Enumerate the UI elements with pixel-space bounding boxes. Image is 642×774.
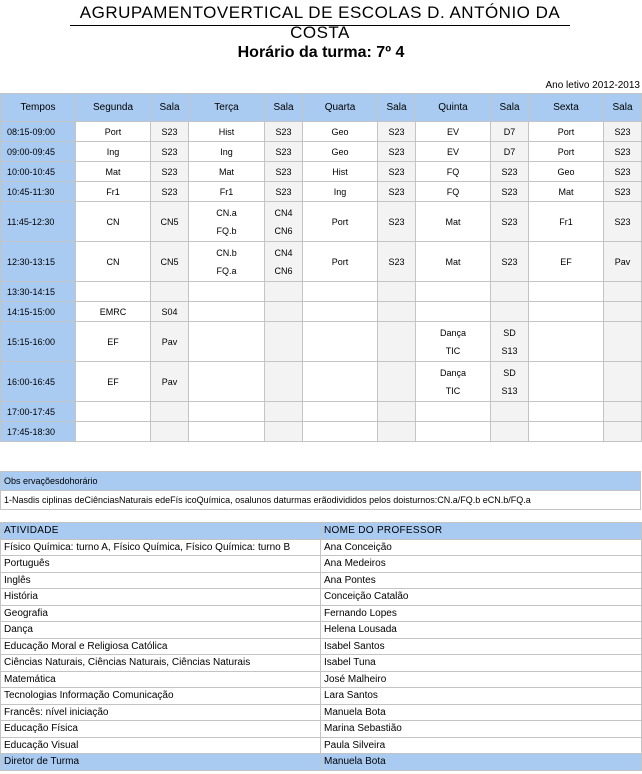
subject-cell [76,282,151,302]
teacher-row [1,589,642,606]
subject-cell [303,402,378,422]
subject-cell [529,142,604,162]
room-cell [604,322,642,362]
subject-cell [303,282,378,302]
room-label: S23 [161,166,178,177]
subject-cell [529,182,604,202]
subject-label: Geo [331,126,349,137]
subject-cell [303,322,378,362]
schedule-row [1,122,642,142]
room-cell [378,122,416,142]
room-cell [151,162,189,182]
subject-label: Ing [220,146,233,157]
schedule-row [1,362,642,402]
subject-cell [76,182,151,202]
teacher-header: NOME DO PROFESSOR [321,523,642,540]
schedule-header-cell: Quinta [416,94,491,122]
activity-cell: Inglês [1,572,321,589]
subject-cell [303,142,378,162]
activity-cell: Matemática [1,671,321,688]
teacher-row [1,655,642,672]
teacher-row [1,622,642,639]
activity-cell: Físico Química: turno A, Físico Química, Físico Química: turno B [1,539,321,556]
subject-label: Port [331,216,349,227]
subject-cell [76,242,151,282]
subject-cell [189,142,265,162]
teacher-name-cell: Marina Sebastião [321,721,642,738]
subject-cell [529,362,604,402]
time-slot: 09:00-09:45 [1,142,76,162]
subject-label: TIC [445,385,461,396]
room-label: S23 [275,166,292,177]
observations-text: 1-Nasdis ciplinas deCiênciasNaturais edeFís icoQuímica, osalunos daturmas erãodivididos pelos doisturnos:CN.a/FQ.b eCN.b/FQ.a [1,491,641,510]
room-label: S23 [388,256,405,267]
room-label: S23 [501,256,518,267]
schedule-row [1,302,642,322]
room-cell [378,422,416,442]
room-cell [265,282,303,302]
room-cell [491,362,529,402]
room-cell [265,422,303,442]
schedule-row [1,322,642,362]
room-cell [604,242,642,282]
room-label: S23 [275,126,292,137]
subject-cell [529,402,604,422]
schedule-header-cell: Sala [378,94,416,122]
room-cell [378,302,416,322]
room-label: S23 [614,216,631,227]
room-label: S23 [614,186,631,197]
subject-label: Geo [331,146,349,157]
subject-cell [303,122,378,142]
room-cell [151,422,189,442]
room-label: S23 [388,166,405,177]
subject-cell [303,162,378,182]
subject-label: CN.b [216,247,237,258]
schedule-row [1,202,642,242]
room-label: S23 [161,146,178,157]
room-cell [151,322,189,362]
room-cell [378,202,416,242]
room-cell [265,362,303,402]
subject-label: CN [106,216,120,227]
room-cell [151,282,189,302]
room-cell [265,122,303,142]
subject-label: Port [557,126,575,137]
subject-label: Fr1 [559,216,573,227]
subject-cell [416,322,491,362]
room-cell [378,182,416,202]
room-cell [151,302,189,322]
room-cell [604,422,642,442]
room-cell [151,202,189,242]
activity-cell: Francês: nível iniciação [1,704,321,721]
room-label: Pav [614,256,631,267]
room-cell [491,202,529,242]
subject-label: EF [107,336,119,347]
subject-cell [416,122,491,142]
subject-cell [303,362,378,402]
activity-cell: Educação Física [1,721,321,738]
teacher-row [1,539,642,556]
teacher-name-cell: José Malheiro [321,671,642,688]
room-label: CN5 [160,256,179,267]
room-cell [378,142,416,162]
subject-cell [416,202,491,242]
subject-cell [529,202,604,242]
activity-cell: Geografia [1,605,321,622]
room-cell [604,402,642,422]
room-cell [491,282,529,302]
room-cell [604,202,642,242]
teacher-row [1,556,642,573]
room-cell [604,122,642,142]
time-slot: 13:30-14:15 [1,282,76,302]
subject-cell [189,282,265,302]
subject-label: Hist [332,166,348,177]
room-label: CN4 [274,207,293,218]
room-cell [151,402,189,422]
schedule-table [0,93,642,442]
subject-cell [529,122,604,142]
subject-cell [529,322,604,362]
teacher-name-cell: Lara Santos [321,688,642,705]
room-cell [378,402,416,422]
room-cell [378,242,416,282]
subject-cell [529,422,604,442]
teacher-name-cell: Ana Conceição [321,539,642,556]
subject-cell [529,242,604,282]
class-director-row [1,754,642,771]
schedule-header-cell: Sala [604,94,642,122]
activity-cell: Educação Moral e Religiosa Católica [1,638,321,655]
subject-label: Port [557,146,575,157]
room-cell [604,362,642,402]
room-cell [151,142,189,162]
subject-cell [416,242,491,282]
subject-label: EV [446,146,459,157]
schedule-header-cell: Terça [189,94,265,122]
time-slot: 10:45-11:30 [1,182,76,202]
subject-cell [416,142,491,162]
activity-cell: Educação Visual [1,737,321,754]
room-label: S23 [614,146,631,157]
subject-cell [416,182,491,202]
teacher-row [1,688,642,705]
time-slot: 11:45-12:30 [1,202,76,242]
subject-cell [416,282,491,302]
subject-cell [76,202,151,242]
subject-cell [76,402,151,422]
room-cell [491,162,529,182]
room-label: S04 [161,306,178,317]
activity-cell: História [1,589,321,606]
room-cell [265,322,303,362]
activity-cell: Ciências Naturais, Ciências Naturais, Ciências Naturais [1,655,321,672]
room-cell [151,362,189,402]
subject-label: EMRC [99,306,127,317]
room-cell [491,242,529,282]
subject-label: EV [446,126,459,137]
subject-label: Mat [218,166,234,177]
subject-label: EF [560,256,572,267]
teacher-name-cell: Paula Silveira [321,737,642,754]
subject-cell [303,302,378,322]
schedule-row [1,402,642,422]
teacher-row [1,704,642,721]
room-label: SD [503,327,516,338]
observations-header: Obs ervaçõesdohorário [1,472,641,491]
room-cell [265,302,303,322]
room-label: S23 [501,186,518,197]
subject-cell [303,202,378,242]
class-director-name: Manuela Bota [321,754,642,771]
time-slot: 12:30-13:15 [1,242,76,282]
subject-cell [189,242,265,282]
teacher-name-cell: Manuela Bota [321,704,642,721]
room-label: S13 [501,345,518,356]
subject-cell [76,122,151,142]
subject-label: Mat [558,186,574,197]
room-cell [151,182,189,202]
room-cell [604,282,642,302]
room-cell [604,142,642,162]
subject-cell [416,302,491,322]
subject-label: Hist [218,126,235,137]
room-cell [265,402,303,422]
subject-cell [189,182,265,202]
room-label: CN6 [274,225,293,236]
subject-cell [76,422,151,442]
subject-label: Dança [439,327,466,338]
room-cell [378,282,416,302]
subject-cell [416,402,491,422]
teacher-name-cell: Helena Lousada [321,622,642,639]
room-label: S23 [501,166,518,177]
subject-cell [529,302,604,322]
subject-cell [189,422,265,442]
room-cell [265,162,303,182]
teacher-row [1,605,642,622]
subject-cell [189,402,265,422]
schedule-row [1,142,642,162]
subject-cell [189,202,265,242]
schedule-row [1,182,642,202]
room-cell [604,302,642,322]
room-cell [378,162,416,182]
time-slot: 15:15-16:00 [1,322,76,362]
subject-label: Ing [333,186,347,197]
subject-cell [529,162,604,182]
teacher-name-cell: Isabel Santos [321,638,642,655]
subject-cell [76,362,151,402]
room-cell [265,242,303,282]
room-label: Pav [161,336,178,347]
subject-cell [303,242,378,282]
room-cell [491,422,529,442]
room-label: CN6 [274,265,293,276]
room-cell [265,142,303,162]
subject-label: Port [331,256,349,267]
schedule-row [1,422,642,442]
subject-label: FQ.a [216,265,237,276]
subject-cell [189,362,265,402]
subject-label: FQ [446,166,460,177]
page-title: Horário da turma: 7º 4 [237,44,405,61]
subject-label: Port [104,126,122,137]
room-label: S23 [614,126,631,137]
activity-cell: Português [1,556,321,573]
subject-cell [416,362,491,402]
time-slot: 17:45-18:30 [1,422,76,442]
subject-cell [189,302,265,322]
subject-label: Fr1 [106,186,120,197]
subject-cell [189,322,265,362]
time-slot: 14:15-15:00 [1,302,76,322]
room-label: Pav [161,376,178,387]
subject-cell [303,422,378,442]
activity-header: ATIVIDADE [1,523,321,540]
subject-label: CN.a [216,207,237,218]
subject-cell [76,142,151,162]
room-cell [491,322,529,362]
room-cell [491,402,529,422]
observations-table [0,471,641,510]
schedule-header-cell: Tempos [1,94,76,122]
schedule-row [1,242,642,282]
teacher-row [1,737,642,754]
time-slot: 08:15-09:00 [1,122,76,142]
subject-cell [76,162,151,182]
schedule-header-cell: Sala [265,94,303,122]
room-label: S23 [161,126,178,137]
subject-cell [303,182,378,202]
room-label: S23 [501,216,518,227]
teacher-name-cell: Ana Pontes [321,572,642,589]
room-cell [151,122,189,142]
room-label: S23 [161,186,178,197]
room-label: S23 [388,186,405,197]
room-label: S23 [275,186,292,197]
room-label: CN4 [274,247,293,258]
room-label: CN5 [160,216,179,227]
subject-label: Dança [439,367,466,378]
teacher-name-cell: Ana Medeiros [321,556,642,573]
teacher-row [1,572,642,589]
subject-cell [416,162,491,182]
room-label: S23 [388,146,405,157]
teacher-row [1,721,642,738]
teacher-name-cell: Isabel Tuna [321,655,642,672]
activity-cell: Tecnologias Informação Comunicação [1,688,321,705]
schedule-row [1,162,642,182]
subject-label: Geo [557,166,575,177]
subject-cell [76,322,151,362]
teacher-row [1,671,642,688]
room-label: D7 [503,146,516,157]
subject-label: Mat [105,166,121,177]
room-cell [491,142,529,162]
time-slot: 17:00-17:45 [1,402,76,422]
schedule-header-cell: Sexta [529,94,604,122]
time-slot: 16:00-16:45 [1,362,76,402]
subject-label: FQ.b [216,225,237,236]
schedule-header-cell: Sala [151,94,189,122]
schedule-header-cell: Quarta [303,94,378,122]
room-label: S23 [614,166,631,177]
room-cell [604,162,642,182]
room-label: SD [503,367,516,378]
subject-label: FQ [446,186,460,197]
subject-cell [529,282,604,302]
subject-label: TIC [445,345,461,356]
subject-cell [189,122,265,142]
class-director-label: Diretor de Turma [1,754,321,771]
teachers-table [0,522,642,771]
room-label: D7 [503,126,516,137]
teacher-name-cell: Conceição Catalão [321,589,642,606]
subject-label: Fr1 [219,186,234,197]
school-year: Ano letivo 2012-2013 [545,80,640,91]
room-cell [604,182,642,202]
room-cell [491,302,529,322]
room-cell [151,242,189,282]
subject-cell [189,162,265,182]
subject-label: Mat [445,216,461,227]
room-label: S23 [388,126,405,137]
room-cell [378,362,416,402]
teacher-name-cell: Fernando Lopes [321,605,642,622]
school-name: AGRUPAMENTOVERTICAL DE ESCOLAS D. ANTÓNIO DA COSTA [70,3,570,26]
schedule-row [1,282,642,302]
room-label: S13 [501,385,518,396]
subject-cell [416,422,491,442]
room-cell [265,202,303,242]
subject-label: EF [107,376,119,387]
room-label: S23 [388,216,405,227]
room-cell [491,182,529,202]
subject-label: Ing [106,146,120,157]
room-label: S23 [275,146,292,157]
room-cell [378,322,416,362]
room-cell [491,122,529,142]
subject-label: CN [106,256,120,267]
activity-cell: Dança [1,622,321,639]
schedule-header-cell: Sala [491,94,529,122]
schedule-header-cell: Segunda [76,94,151,122]
teacher-row [1,638,642,655]
subject-cell [76,302,151,322]
subject-label: Mat [445,256,461,267]
time-slot: 10:00-10:45 [1,162,76,182]
room-cell [265,182,303,202]
